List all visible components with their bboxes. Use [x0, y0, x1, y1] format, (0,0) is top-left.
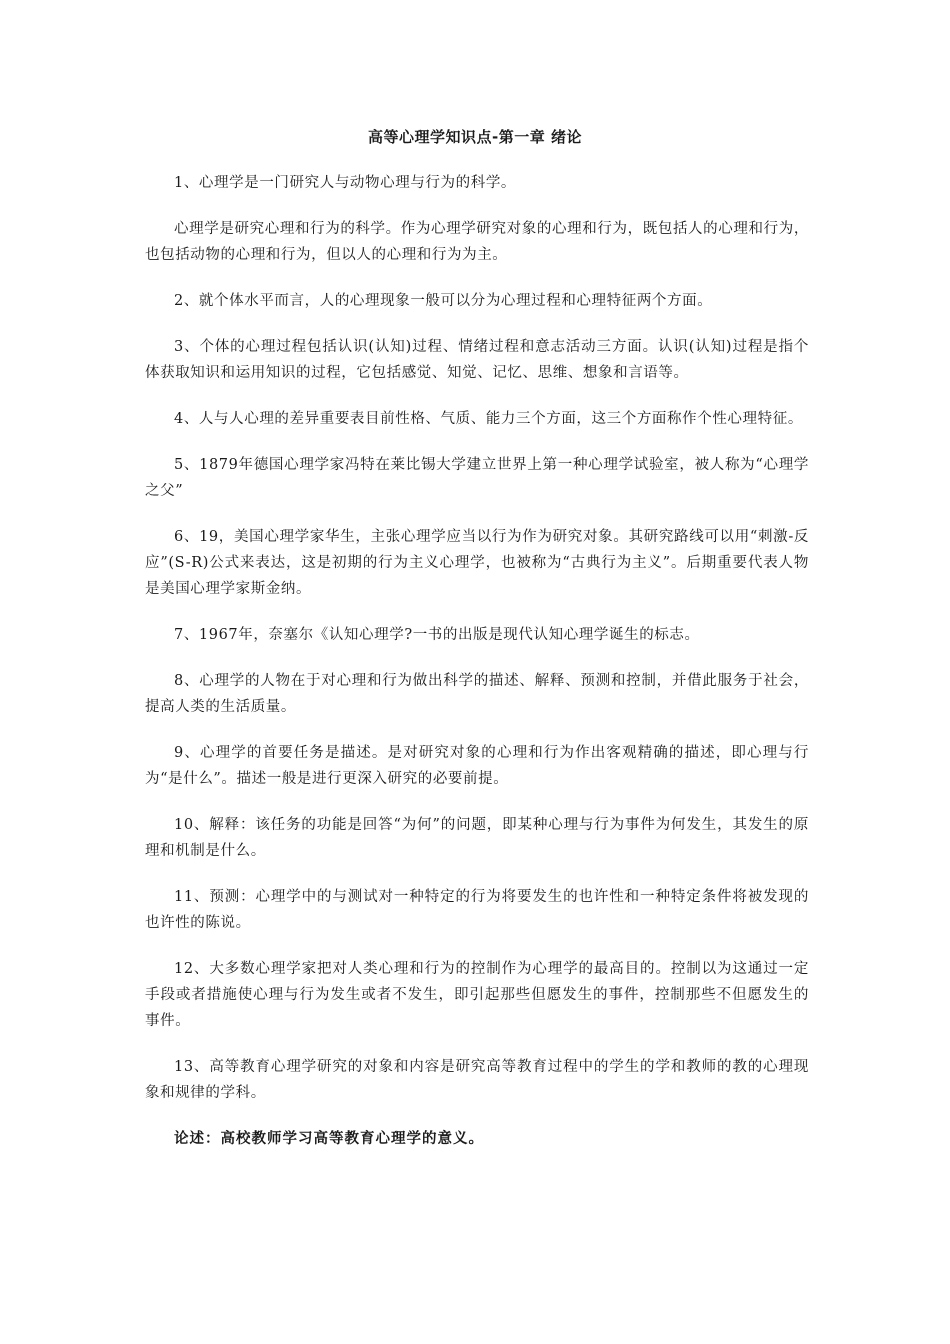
- document-body: [145, 170, 809, 1172]
- paragraph-8: 7、1967年，奈塞尔《认知心理学?一书的出版是现代认知心理学诞生的标志。: [174, 627, 700, 643]
- paragraph-4: 3、个体的心理过程包括认识(认知)过程、情绪过程和意志活动三方面。认识(认知)过程是指个体获取知识和运用知识的过程，它包括感觉、知觉、记忆、思维、想象和言语等。: [145, 339, 809, 381]
- page-title: 高等心理学知识点-第一章 绪论: [368, 128, 582, 146]
- paragraph-5: 4、人与人心理的差异重要表目前性格、气质、能力三个方面，这三个方面称作个性心理特征。: [174, 411, 803, 427]
- paragraph-2: 心理学是研究心理和行为的科学。作为心理学研究对象的心理和行为，既包括人的心理和行为，也包括动物的心理和行为，但以人的心理和行为为主。: [145, 221, 809, 263]
- paragraph-11: 10、解释：该任务的功能是回答“为何”的问题，即某种心理与行为事件为何发生，其发生的原理和机制是什么。: [145, 817, 809, 859]
- paragraph-14: 13、高等教育心理学研究的对象和内容是研究高等教育过程中的学生的学和教师的教的心理现象和规律的学科。: [145, 1059, 809, 1101]
- paragraph-7: 6、19，美国心理学家华生，主张心理学应当以行为作为研究对象。其研究路线可以用“刺激-反应”(S-R)公式来表达，这是初期的行为主义心理学，也被称为“古典行为主义”。后期重要代表人物是美国心理学家斯金纳。: [145, 529, 809, 597]
- paragraph-1: 1、心理学是一门研究人与动物心理与行为的科学。: [174, 175, 517, 191]
- paragraph-9: 8、心理学的人物在于对心理和行为做出科学的描述、解释、预测和控制，并借此服务于社会，提高人类的生活质量。: [145, 673, 809, 715]
- paragraph-10: 9、心理学的首要任务是描述。是对研究对象的心理和行为作出客观精确的描述，即心理与行为“是什么”。描述一般是进行更深入研究的必要前提。: [145, 745, 809, 787]
- paragraph-13: 12、大多数心理学家把对人类心理和行为的控制作为心理学的最高目的。控制以为这通过一定手段或者措施使心理与行为发生或者不发生，即引起那些但愿发生的事件，控制那些不但愿发生的事件。: [145, 961, 809, 1029]
- paragraph-3: 2、就个体水平而言，人的心理现象一般可以分为心理过程和心理特征两个方面。: [174, 293, 713, 309]
- paragraph-6: 5、1879年德国心理学家冯特在莱比锡大学建立世界上第一种心理学试验室，被人称为“心理学之父”: [145, 457, 809, 499]
- essay-heading: 论述：高校教师学习高等教育心理学的意义。: [174, 1131, 484, 1147]
- paragraph-12: 11、预测：心理学中的与测试对一种特定的行为将要发生的也许性和一种特定条件将被发现的也许性的陈说。: [145, 889, 809, 931]
